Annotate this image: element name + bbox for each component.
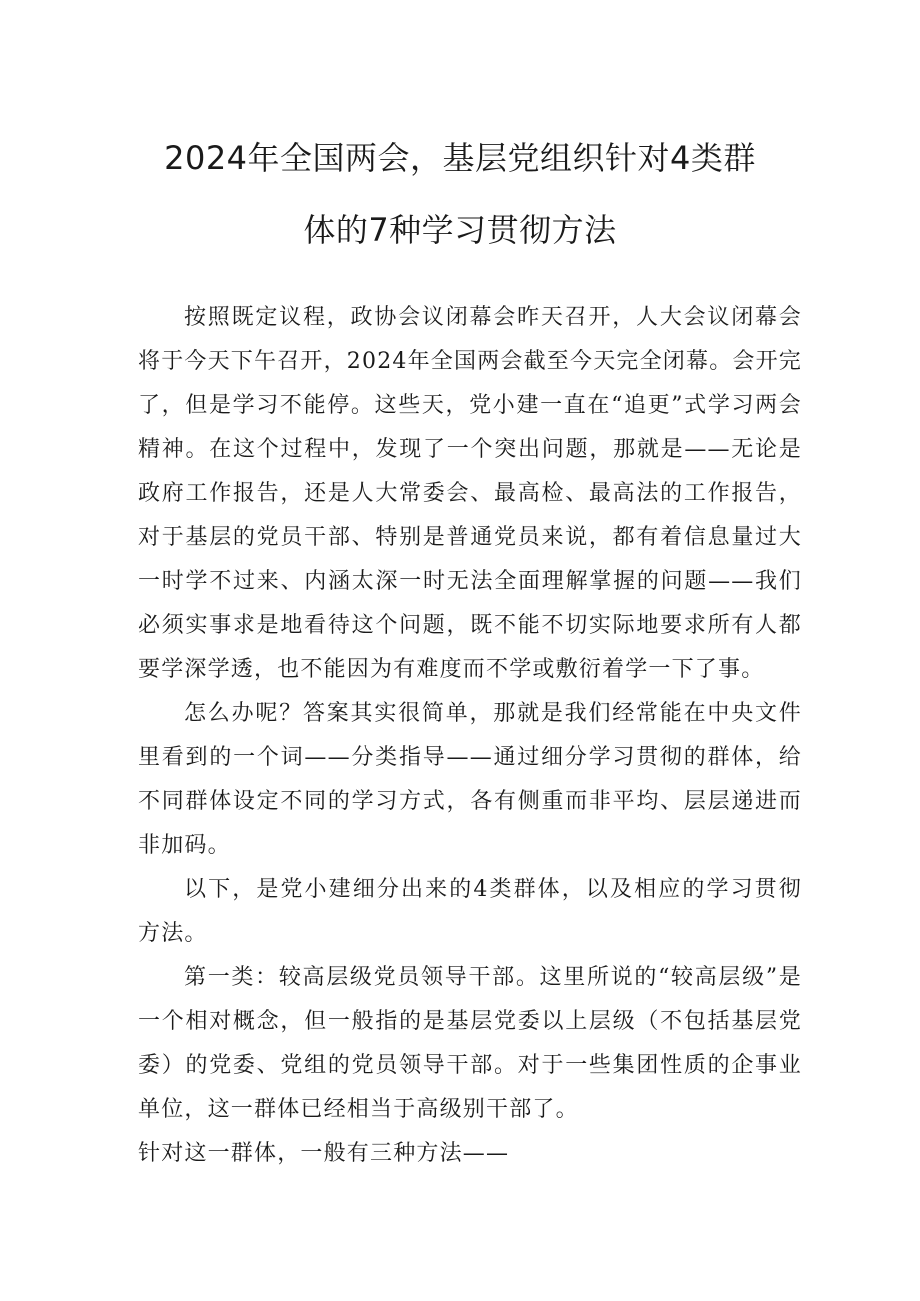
title-line-1: 2024年全国两会，基层党组织针对4类群	[164, 139, 756, 177]
paragraph-methods-lead: 针对这一群体，一般有三种方法——	[138, 1141, 510, 1166]
paragraph-answer: 怎么办呢？答案其实很简单，那就是我们经常能在中央文件里看到的一个词——分类指导——通过细分学习贯彻的群体，给不同群体设定不同的学习方式，各有侧重而非平均、层层递进而非加码。	[138, 701, 802, 858]
document-title	[130, 122, 790, 266]
paragraph-first-category: 第一类：较高层级党员领导干部。这里所说的“较高层级”是一个相对概念，但一般指的是基层党委以上层级（不包括基层党委）的党委、党组的党员领导干部。对于一些集团性质的企事业单位，这一群体已经相当于高级别干部了。	[138, 965, 802, 1122]
paragraph-intro: 按照既定议程，政协会议闭幕会昨天召开，人大会议闭幕会将于今天下午召开，2024年全国两会截至今天完全闭幕。会开完了，但是学习不能停。这些天，党小建一直在“追更”式学习两会精神。在这个过程中，发现了一个突出问题，那就是——无论是政府工作报告，还是人大常委会、最高检、最高法的工作报告，对于基层的党员干部、特别是普通党员来说，都有着信息量过大一时学不过来、内涵太深一时无法全面理解掌握的问题——我们必须实事求是地看待这个问题，既不能不切实际地要求所有人都要学深学透，也不能因为有难度而不学或敷衍着学一下了事。	[138, 305, 802, 682]
paragraph-groups: 以下，是党小建细分出来的4类群体，以及相应的学习贯彻方法。	[138, 877, 802, 946]
title-line-2: 体的7种学习贯彻方法	[303, 211, 617, 249]
document-body	[138, 296, 802, 1176]
